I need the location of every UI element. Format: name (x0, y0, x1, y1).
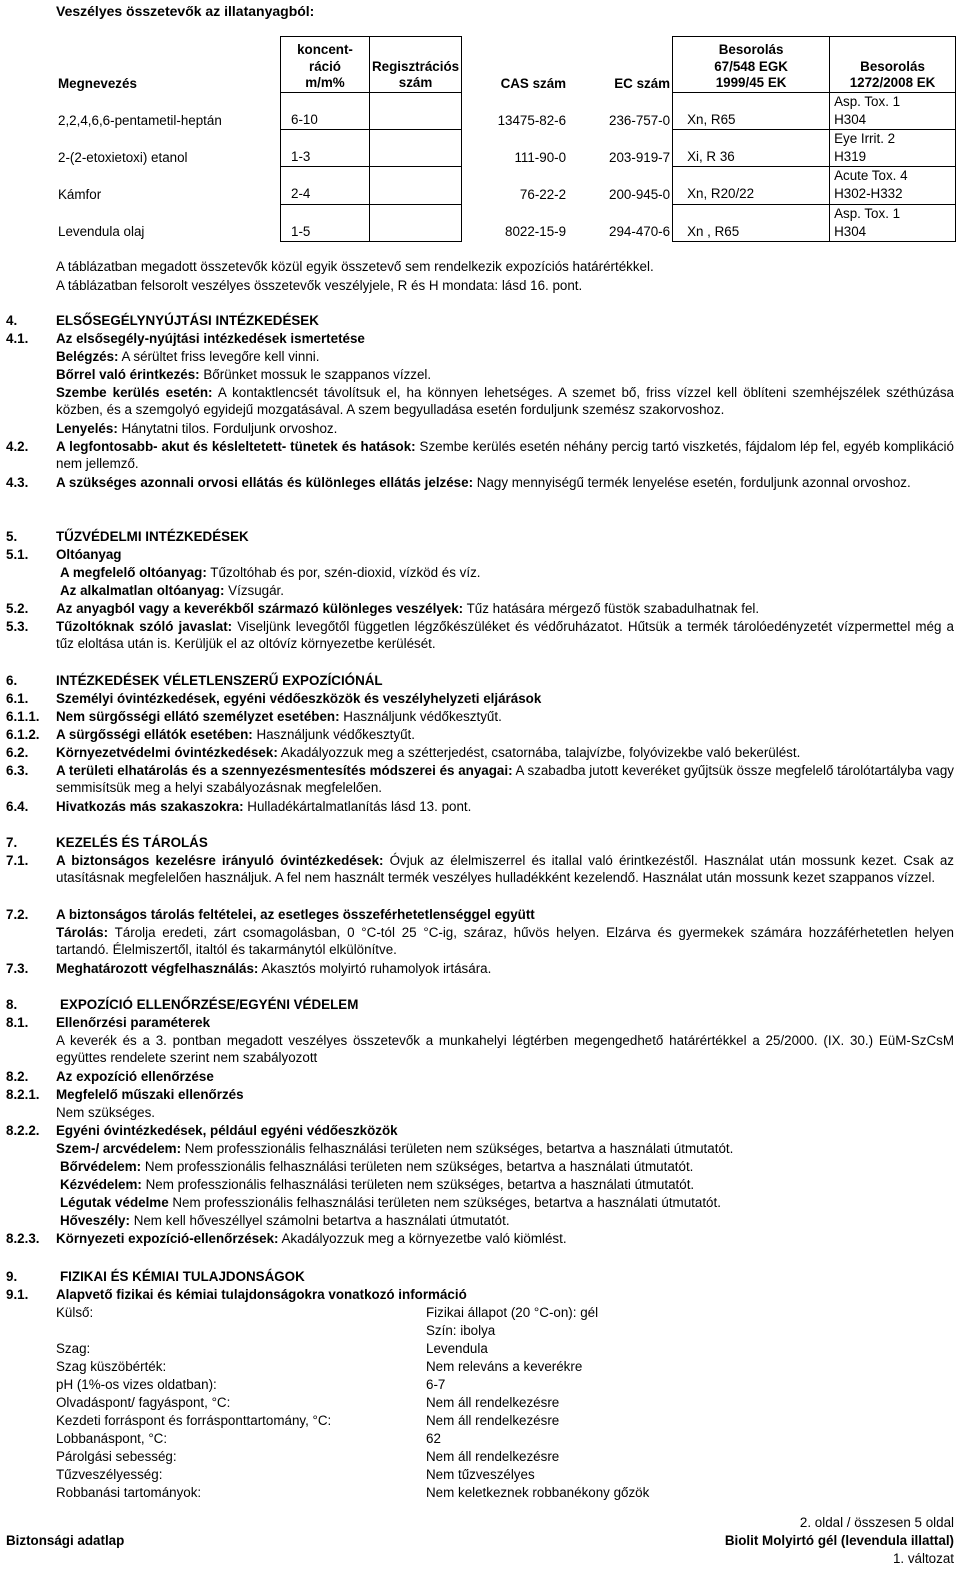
table-row: 2,2,4,6,6-pentametil-heptán 6-10 13475-82-6 236-757-0 Xn, R65 Asp. Tox. 1 H304 (56, 93, 956, 130)
section-6-3: 6.3. A területi elhatárolás és a szennyezésmentesítés módszerei és anyagai: A szabadba jutott keveréket gyűjtsük össze megfelelő tárolótartályba vagy semmisítsük meg a helyi szabályozásnak megfelelően. (6, 763, 954, 796)
property-label: pH (1%-os vizes oldatban): (56, 1377, 217, 1392)
property-label: Külső: (56, 1305, 94, 1320)
section-7-1: 7.1. A biztonságos kezelésre irányuló óvintézkedések: Óvjuk az élelmiszerrel és itallal való érintkezéstől. Használat után mossunk kezet. Csak az utasításnak megfelelően használjuk. A fel nem használt termék veszélyes hulladékként kezelendő. Használat után mossunk kezet szappanos vízzel. (6, 853, 954, 886)
hazardous-components-table (56, 36, 956, 242)
first-aid-eye: Szembe kerülés esetén: A kontaktlencsét távolítsuk el, ha könnyen lehetséges. A szemet bő, friss vízzel kell öblíteni szemhéjszélek széthúzása közben, és a szemgolyó egyidejű mozgatásával. A szem begyulladása esetén forduljunk szemész szakorvoshoz. (56, 385, 955, 418)
table-row: Levendula olaj 1-5 8022-15-9 294-470-6 Xn , R65 Asp. Tox. 1 H304 (56, 204, 956, 241)
section-4-3: 4.3. A szükséges azonnali orvosi ellátás és különleges ellátás jelzése: Nagy mennyiségű termék lenyelése esetén, forduljunk azonnal orvoshoz. (6, 475, 911, 490)
property-value: Nem releváns a keverékre (426, 1359, 583, 1374)
property-value: Nem tűzveszélyes (426, 1467, 535, 1482)
section-4-2: 4.2. A legfontosabb- akut és késleltetett- tünetek és hatások: Szembe kerülés esetén néhány percig tartó viszketés, fájdalom lép fel, egyéb komplikáció nem jellemző. (6, 439, 954, 472)
property-label: Párolgási sebesség: (56, 1449, 177, 1464)
col-header-ec: EC szám (614, 75, 671, 91)
property-label: Olvadáspont/ fagyáspont, °C: (56, 1395, 231, 1410)
storage-conditions: Tárolás: Tárolja eredeti, zárt csomagolásban, 0 °C-tól 25 °C-ig, száraz, hűvös helyen. Elzárva és gyermekek számára hozzáférhetetlen helyen tartandó. Élelmiszertől, italtól és takarmánytól elkülönítve. (56, 925, 954, 958)
property-label: Szag: (56, 1341, 91, 1356)
property-value: 6-7 (426, 1377, 446, 1392)
table-row: 2-(2-etoxietoxi) etanol 1-3 111-90-0 203-919-7 Xi, R 36 Eye Irrit. 2 H319 (56, 130, 956, 167)
property-label: Robbanási tartományok: (56, 1485, 202, 1500)
property-value: Nem keletkeznek robbanékony gőzök (426, 1485, 650, 1500)
col-header-name: Megnevezés (58, 75, 137, 91)
page-heading: Veszélyes összetevők az illatanyagból: (56, 3, 315, 19)
section-8-1-text: A keverék és a 3. pontban megadott veszélyes összetevők a munkahelyi légtérben megengedhető határértékkel a 25/2000. (IX. 30.) EüM-SzCsM együttes rendelete szerint nem szabályozott (56, 1033, 954, 1066)
section-5-3: 5.3. Tűzoltóknak szóló javaslat: Viseljünk levegőtől független légzőkészüléket és védőruházatot. Hűtsük a termék tárolóedényzetét vízpermettel még a tűz eloltása után is. Kerüljük el az oltóvíz környezetbe kerülését. (6, 619, 955, 652)
footer-product-name: Biolit Molyirtó gél (levendula illattal) (724, 1533, 954, 1548)
property-value: Nem áll rendelkezésre (426, 1449, 560, 1464)
col-header-cas: CAS szám (500, 75, 567, 91)
table-row: Kámfor 2-4 76-22-2 200-945-0 Xn, R20/22 Acute Tox. 4 H302-H332 (56, 167, 956, 204)
footer-version: 1. változat (892, 1551, 954, 1566)
table-note-2: A táblázatban felsorolt veszélyes összetevők veszélyjele, R és H mondata: lásd 16. pont. (56, 278, 583, 293)
col-header-class-67-548: Besorolás 67/548 EGK 1999/45 EK (673, 37, 830, 93)
col-header-conc: koncent- ráció m/m% (281, 37, 370, 93)
col-header-class-1272: Besorolás 1272/2008 EK (830, 37, 956, 93)
table-note-1: A táblázatban megadott összetevők közül egyik összetevő sem rendelkezik expozíciós határértékkel. (56, 259, 654, 274)
footer-page-number: 2. oldal / összesen 5 oldal (799, 1515, 954, 1530)
col-header-reg: Regisztrációs szám (370, 37, 462, 93)
property-label: Lobbanáspont, °C: (56, 1431, 168, 1446)
property-value: 62 (426, 1431, 441, 1446)
property-label: Kezdeti forráspont és forrásponttartomány, °C: (56, 1413, 332, 1428)
property-value: Szín: ibolya (426, 1323, 496, 1338)
property-value: Nem áll rendelkezésre (426, 1413, 560, 1428)
property-label: Szag küszöbérték: (56, 1359, 167, 1374)
property-value: Nem áll rendelkezésre (426, 1395, 560, 1410)
property-value: Levendula (426, 1341, 488, 1356)
footer-doc-type: Biztonsági adatlap (6, 1533, 125, 1548)
table-header-row (56, 37, 956, 93)
property-label: Tűzveszélyesség: (56, 1467, 163, 1482)
property-value: Fizikai állapot (20 °C-on): gél (426, 1305, 599, 1320)
